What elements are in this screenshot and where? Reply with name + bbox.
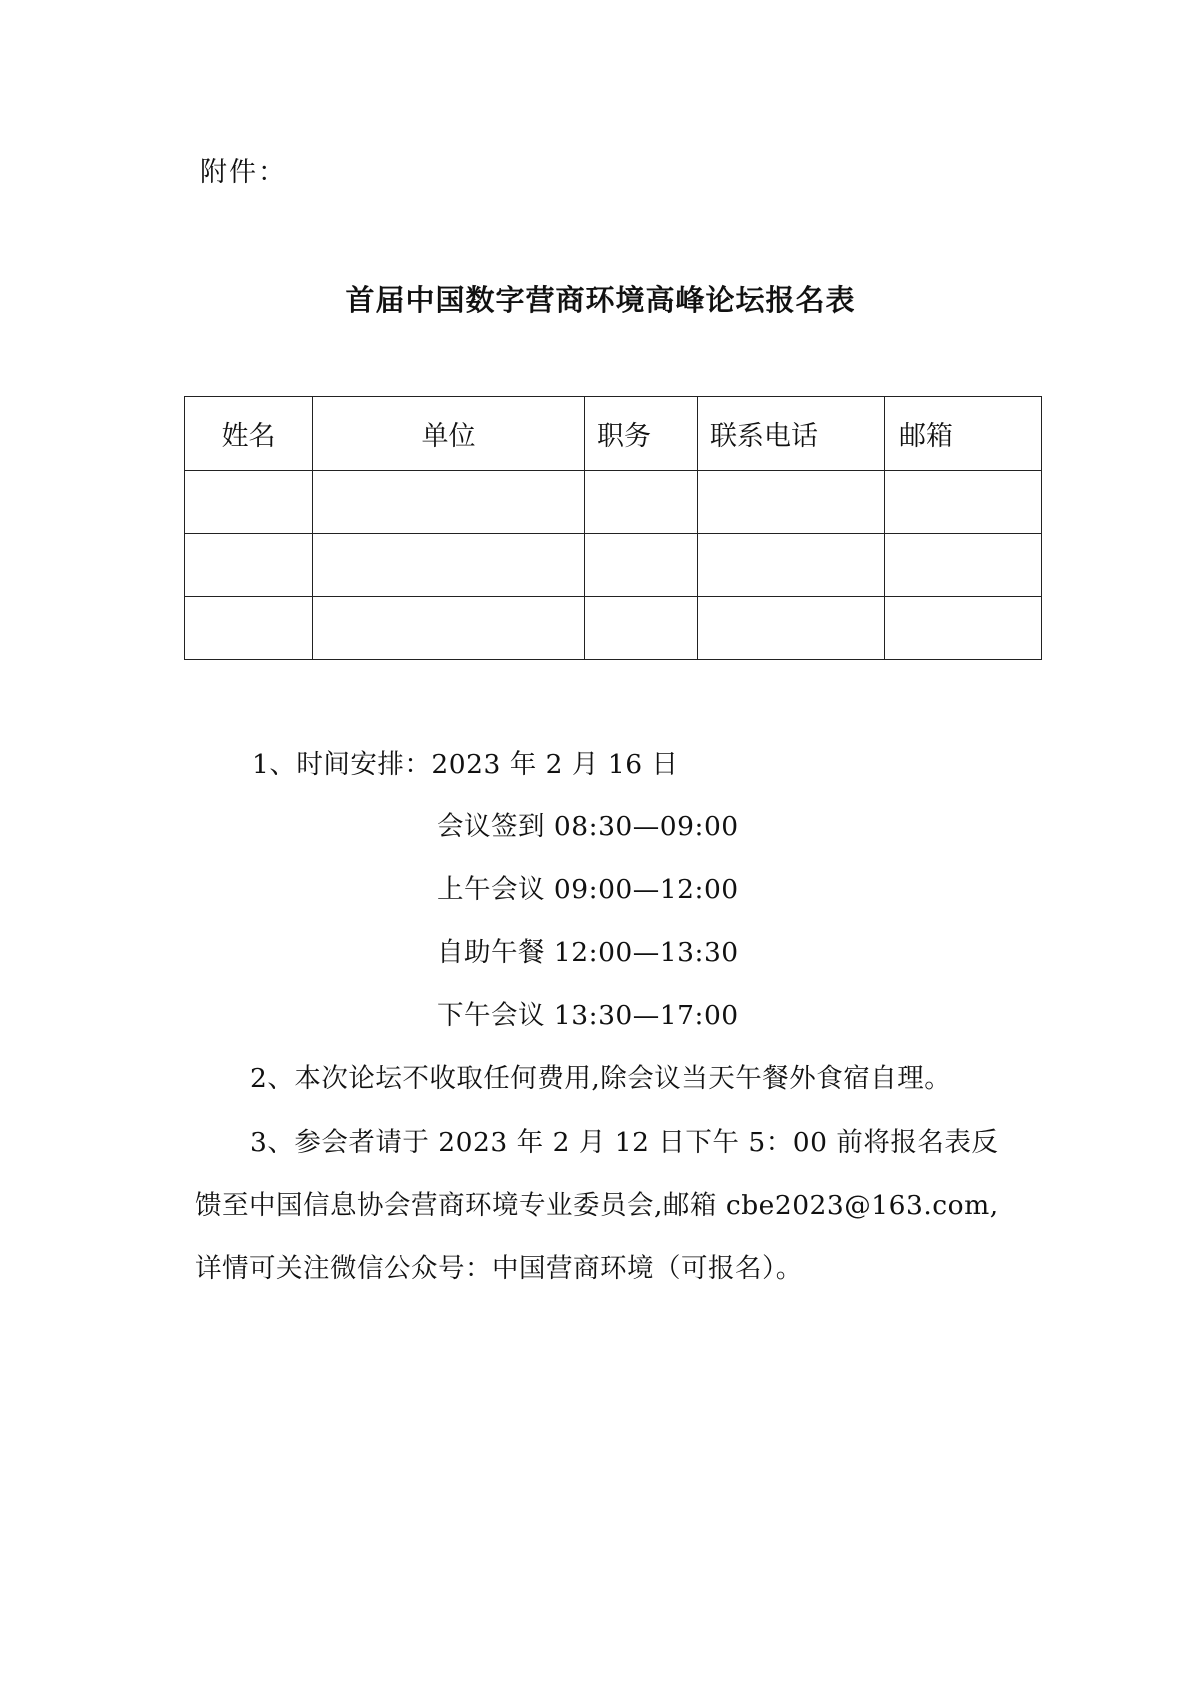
table-cell xyxy=(585,597,698,660)
schedule-item-lunch: 自助午餐 12:00—13:30 xyxy=(437,937,739,968)
schedule-item-checkin: 会议签到 08:30—09:00 xyxy=(437,811,739,842)
fee-note: 2、本次论坛不收取任何费用,除会议当天午餐外食宿自理。 xyxy=(250,1063,952,1094)
table-cell xyxy=(885,597,1042,660)
header-position: 职务 xyxy=(585,397,698,471)
header-email: 邮箱 xyxy=(885,397,1042,471)
registration-note-line3: 详情可关注微信公众号：中国营商环境（可报名）。 xyxy=(195,1253,803,1284)
attachment-label: 附件： xyxy=(200,157,287,188)
header-name: 姓名 xyxy=(185,397,313,471)
table-cell xyxy=(185,534,313,597)
form-title: 首届中国数字营商环境高峰论坛报名表 xyxy=(345,283,856,317)
table-cell xyxy=(698,534,885,597)
table-row xyxy=(185,534,1042,597)
table-cell xyxy=(185,471,313,534)
table-cell xyxy=(698,471,885,534)
table-cell xyxy=(885,471,1042,534)
schedule-date: 1、时间安排：2023 年 2 月 16 日 xyxy=(252,749,679,780)
table-cell xyxy=(313,471,585,534)
table-row xyxy=(185,597,1042,660)
table-cell xyxy=(698,597,885,660)
table-header-row xyxy=(185,397,1042,471)
table-row xyxy=(185,471,1042,534)
registration-note-line2: 馈至中国信息协会营商环境专业委员会,邮箱 cbe2023@163.com, xyxy=(195,1190,999,1221)
header-organization: 单位 xyxy=(313,397,585,471)
table-cell xyxy=(885,534,1042,597)
registration-note-line1: 3、参会者请于 2023 年 2 月 12 日下午 5：00 前将报名表反 xyxy=(250,1127,999,1158)
table-cell xyxy=(185,597,313,660)
schedule-item-afternoon: 下午会议 13:30—17:00 xyxy=(437,1000,739,1031)
registration-table xyxy=(184,396,1042,660)
table-cell xyxy=(313,597,585,660)
table-cell xyxy=(585,534,698,597)
schedule-item-morning: 上午会议 09:00—12:00 xyxy=(437,874,739,905)
table-cell xyxy=(585,471,698,534)
table-cell xyxy=(313,534,585,597)
header-phone: 联系电话 xyxy=(698,397,885,471)
